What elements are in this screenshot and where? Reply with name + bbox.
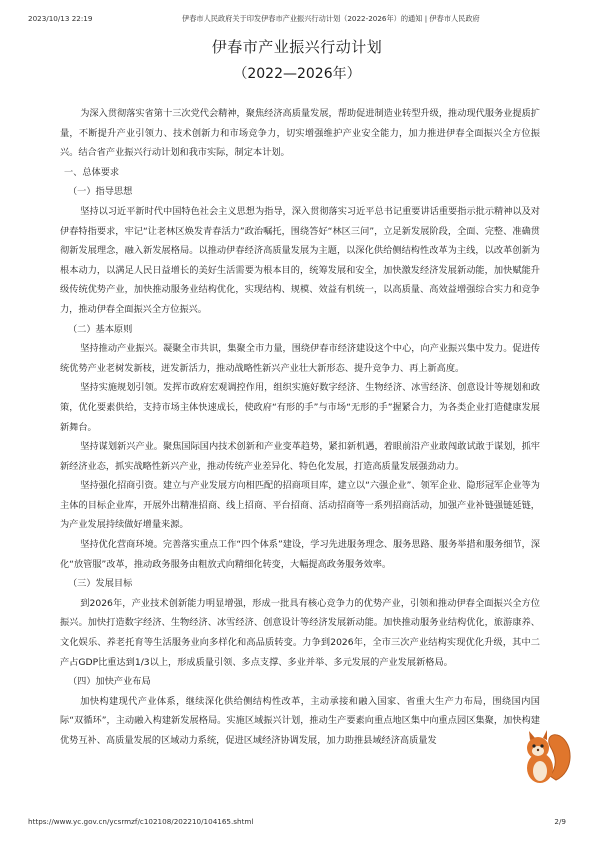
paragraph-development-goals: 到2026年，产业技术创新能力明显增强，形成一批具有核心竞争力的优势产业，引领和推动伊春全面振兴全方位振兴。加快打造数字经济、生物经济、冰雪经济、创意设计等经济发展新动能。加快推动服务业结构优化，旅游康养、文化娱乐、养老托育等生活服务业向多样化和高品质转变。力争到2026年，全市三次产业结构实现优化升级，其中二产占GDP比重达到1/3以上，形成质量引领、多点支撑、多业并举、多元发展的产业发展新格局。	[60, 597, 540, 668]
paragraph-guiding-ideology: 坚持以习近平新时代中国特色社会主义思想为指导，深入贯彻落实习近平总书记重要讲话重要指示批示精神以及对伊春特指要求，牢记“让老林区焕发青春活力”政治嘱托，围绕答好“林区三问”，立足新发展阶段，全面、完整、准确贯彻新发展理念，融入新发展格局。以推动伊春经济高质量发展为主题，以深化供给侧结构性改革为主线，以改革创新为根本动力，以满足人民日益增长的美好生活需要为根本目的，统筹发展和安全，加快激发经济发展新动能，加快赋能升级传统优势产业，加快推动服务业结构优化，实现结构、规模、效益有机统一，以高质量、高效益增强综合实力和竞争力，推动伊春全面振兴全方位振兴。	[60, 205, 540, 315]
subheading-development-goals: （三）发展目标	[68, 578, 133, 590]
subheading-basic-principles: （二）基本原则	[68, 323, 133, 335]
document-title: 伊春市产业振兴行动计划	[211, 38, 383, 56]
mascot-eye-right	[540, 744, 543, 747]
paragraph-principle-planning: 坚持实施规划引领。发挥市政府宏观调控作用，组织实施好数字经济、生物经济、冰雪经济、创意设计等规划和政策，优化要素供给，支持市场主体快速成长，使政府“有形的手”与市场“无形的手”握紧合力，为各类企业打造健康发展新舞台。	[60, 382, 540, 433]
paragraph-principle-industry-revitalization: 坚持推动产业振兴。凝聚全市共识，集聚全市力量，围绕伊春市经济建设这个中心，向产业振兴集中发力。促进传统优势产业老树发新枝，迸发新活力，推动战略性新兴产业壮大新形态、提升竞争力、再上新高度。	[60, 343, 540, 374]
print-url: https://www.yc.gov.cn/ycsrmzf/c102108/202210/104165.shtml	[28, 817, 254, 826]
paragraph-principle-investment: 坚持强化招商引资。建立与产业发展方向相匹配的招商项目库，建立以“六强企业”、领军企业、隐形冠军企业等为主体的目标企业库，开展外出精准招商、线上招商、平台招商、活动招商等一系列招商活动，加强产业补链强链延链，为产业发展持续做好增量来源。	[60, 480, 540, 531]
paragraph-principle-emerging-industries: 坚持谋划新兴产业。聚焦国际国内技术创新和产业变革趋势，紧扣新机遇，着眼前沿产业敢闯敢试敢于谋划，抓牢新经济业态，抓实战略性新兴产业，推动传统产业差异化、特色化发展，打造高质量发展强劲动力。	[60, 441, 540, 472]
mascot-nose	[537, 749, 539, 751]
print-footer	[28, 817, 566, 829]
print-header	[28, 14, 566, 26]
document-subtitle: （2022—2026年）	[233, 66, 361, 82]
page-number: 2/9	[554, 817, 566, 826]
document-body	[60, 104, 540, 751]
section-heading-general-requirements: 一、总体要求	[64, 166, 120, 178]
paragraph-industry-layout: 加快构建现代产业体系，继续深化供给侧结构性改革，主动承接和融入国家、省重大生产力布局，围绕国内国际“双循环”，主动融入构建新发展格局。实施区域振兴计划，推动生产要素向重点地区集中向重点园区集聚，加快构建优势互补、高质量发展的区域动力系统，促进区域经济协调发展，加力助推县域经济高质量发	[60, 695, 540, 746]
mascot-ear-right	[543, 730, 547, 740]
print-date: 2023/10/13 22:19	[28, 14, 93, 23]
subheading-industry-layout: （四）加快产业布局	[68, 676, 151, 688]
print-page-title: 伊春市人民政府关于印发伊春市产业振兴行动计划（2022-2026年）的通知 | 伊春市人民政府	[182, 14, 480, 23]
squirrel-mascot-icon[interactable]	[516, 726, 574, 786]
mascot-eye-left	[532, 744, 535, 747]
subheading-guiding-ideology: （一）指导思想	[68, 186, 133, 198]
paragraph-principle-business-environment: 坚持优化营商环境。完善落实重点工作“四个体系”建设，学习先进服务理念、服务思路、服务举措和服务细节，深化“放管服”改革，推动政务服务由粗放式向精细化转变，大幅提高政务服务效率。	[60, 539, 540, 570]
intro-paragraph: 为深入贯彻落实省第十三次党代会精神，聚焦经济高质量发展，帮助促进制造业转型升级，推动现代服务业提质扩量，不断提升产业引领力、技术创新力和市场竞争力，切实增强维护产业安全能力，加力推进伊春全面振兴全方位振兴。结合省产业振兴行动计划和我市实际，制定本计划。	[60, 108, 540, 159]
mascot-belly	[533, 761, 547, 781]
